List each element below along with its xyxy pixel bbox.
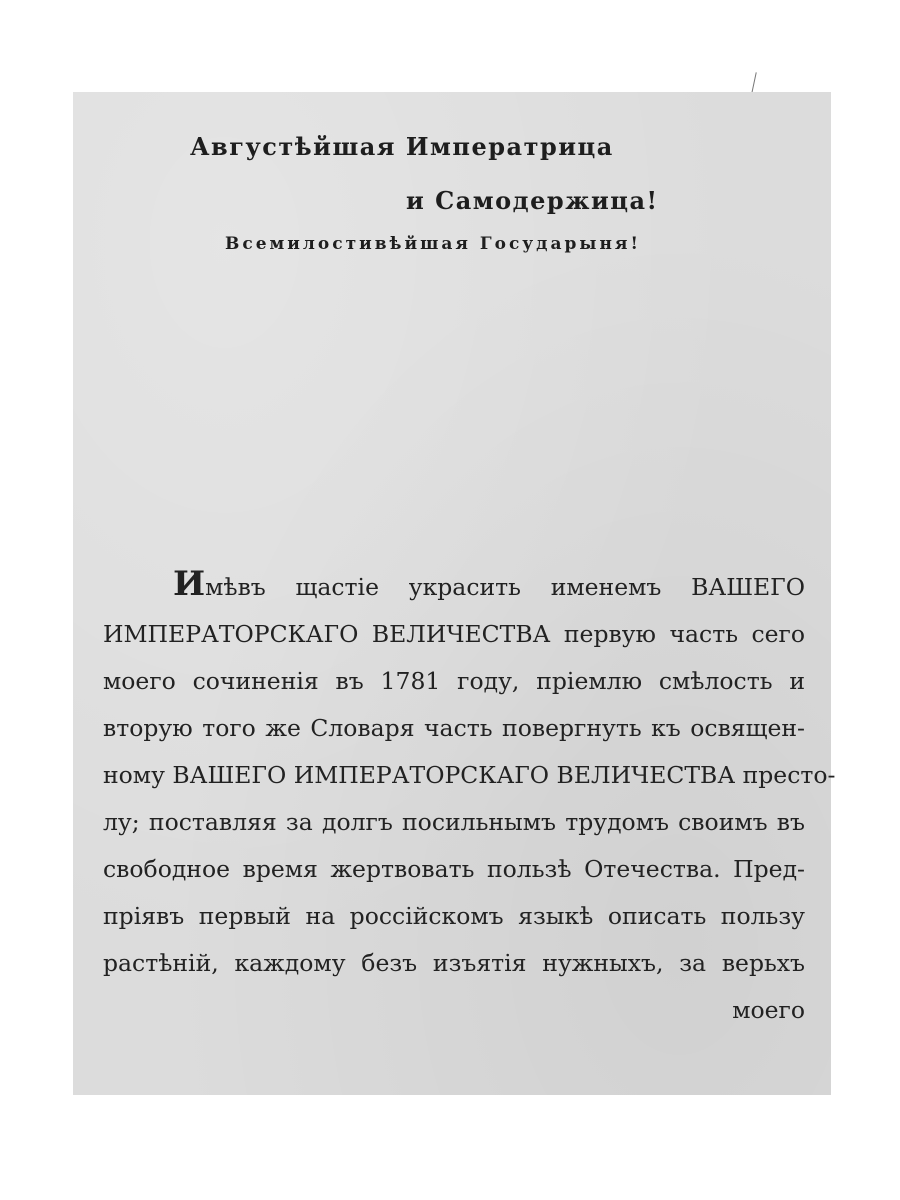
heading-line-autocrat: и Самодержица! <box>406 186 659 215</box>
dedication-body <box>103 564 836 1034</box>
scanned-page <box>73 92 836 1095</box>
text-line-4: вторую того же Словаря часть повергнуть къ освящен- <box>103 714 805 742</box>
first-line-text: мѣвъ щастіе украсить именемъ ВАШЕГО <box>205 573 805 601</box>
text-line-9: растѣній, каждому безъ изъятія нужныхъ, за верьхъ <box>103 949 805 977</box>
text-line-5: ному ВАШЕГО ИМПЕРАТОРСКАГО ВЕЛИЧЕСТВА престо- <box>103 761 836 789</box>
text-line-6: лу; поставляя за долгъ посильнымъ трудомъ своимъ въ <box>103 808 805 836</box>
text-line-2: ИМПЕРАТОРСКАГО ВЕЛИЧЕСТВА первую часть сего <box>103 620 805 648</box>
drop-cap: И <box>173 564 206 604</box>
text-line-8: пріявъ первый на россійскомъ языкѣ описать пользу <box>103 902 805 930</box>
heading-line-empress: Августѣйшая Императрица <box>190 132 614 161</box>
catchword: моего <box>732 996 805 1024</box>
text-line-3: моего сочиненія въ 1781 году, пріемлю смѣлость и <box>103 667 805 695</box>
heading-line-sovereign: Всемилостивѣйшая Государыня! <box>225 234 641 254</box>
text-line-7: свободное время жертвовать пользѣ Отечества. Пред- <box>103 855 805 883</box>
text-line-1 <box>103 564 805 611</box>
